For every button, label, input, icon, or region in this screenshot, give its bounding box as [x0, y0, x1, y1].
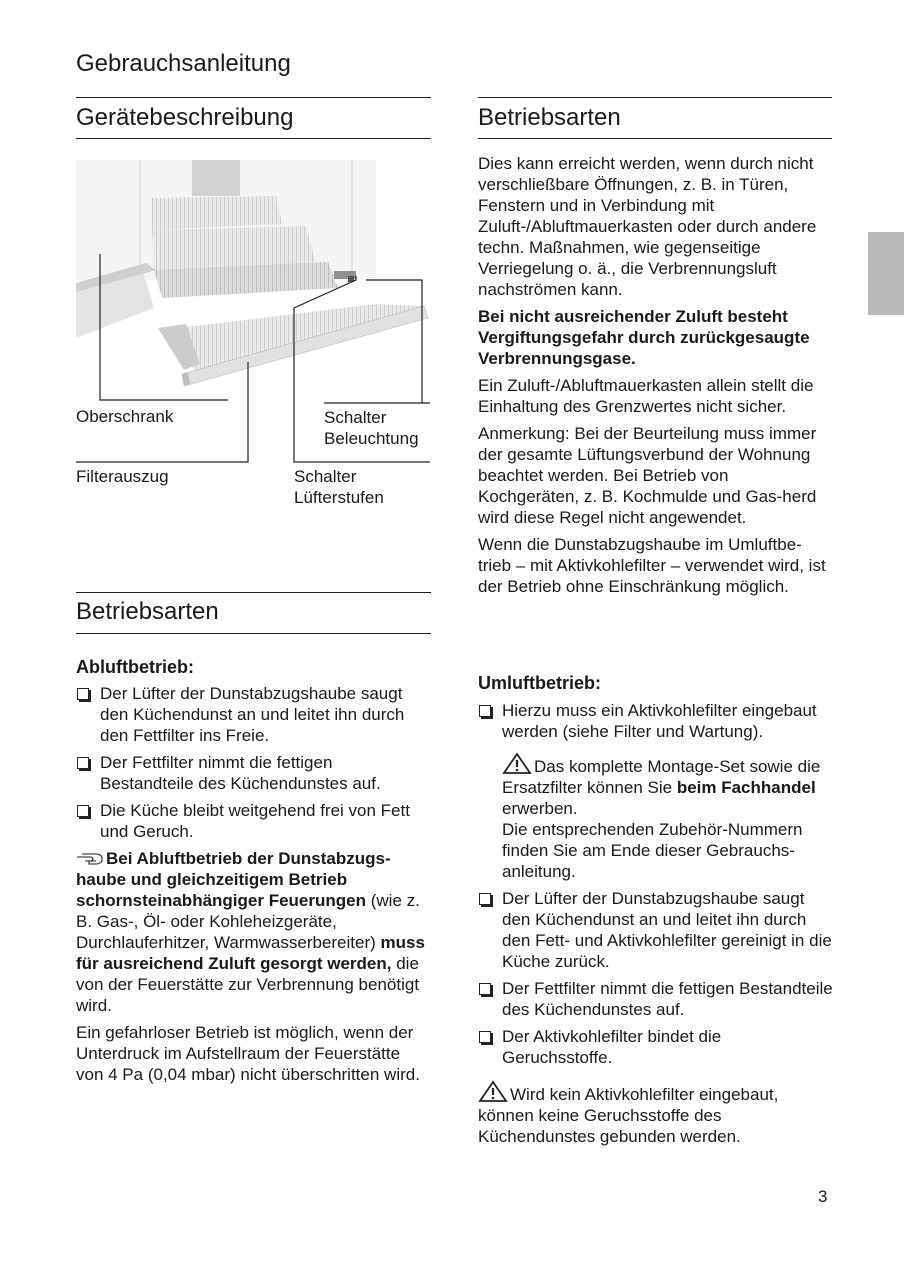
pointing-hand-icon: [76, 852, 104, 866]
list-item: Der Lüfter der Dunstabzugshaube saugt den Küchendunst an und leitet ihn durch den Fett- und Aktivkohlefilter gereinigt in die Küche zurück.: [478, 888, 834, 972]
abluft-content: [76, 683, 426, 1091]
label-schalter-luefterstufen-line2: Lüfterstufen: [294, 488, 384, 507]
list-item: Hierzu muss ein Aktivkohlefilter eingebaut werden (siehe Filter und Wartung).: [478, 700, 834, 742]
label-schalter-beleuchtung-line1: Schalter: [324, 408, 387, 427]
list-item: Die Küche bleibt weitgehend frei von Fett und Geruch.: [76, 800, 426, 842]
section-rule-bottom: [478, 138, 832, 139]
warning-montage-set: Das komplette Montage-Set sowie die Ersatzfilter können Sie beim Fachhandel erwerben. Die entsprechenden Zubehör-Nummern finden Sie am Ende dieser Gebrauchs-anleitung.: [478, 752, 834, 882]
paragraph-anmerkung: Anmerkung: Bei der Beurteilung muss immer der gesamte Lüftungsverbund der Wohnung beachtet werden. Bei Betrieb von Kochgeräten, z. B. Kochmulde und Gas-herd wird diese Regel nicht angewendet.: [478, 424, 817, 527]
right-column-content: [478, 153, 834, 603]
list-item: Der Lüfter der Dunstabzugshaube saugt den Küchendunst an und leitet ihn durch den Fettfilter ins Freie.: [76, 683, 426, 746]
section-rule-bottom: [76, 138, 431, 139]
checkbox-bullet-icon: [479, 983, 491, 995]
section-rule-top: [76, 592, 431, 593]
abluft-list: [76, 683, 426, 842]
checkbox-bullet-icon: [479, 893, 491, 905]
chapter-tab-marker: [868, 232, 904, 315]
label-schalter-luefterstufen-line1: Schalter: [294, 467, 357, 486]
note-abluft-feuerstaette: Bei Abluftbetrieb der Dunstabzugs-haube und gleichzeitigem Betrieb schornsteinabhängiger Feuerungen (wie z. B. Gas-, Öl- oder Kohleheizgeräte, Durchlauferhitzer, Warmwasserbereiter) muss für ausreichend Zuluft gesorgt werden, die von der Feuerstätte zur Verbrennung benötigt wird.: [76, 849, 425, 1015]
section-rule-top: [76, 97, 431, 98]
section-title-geraetebeschreibung: Gerätebeschreibung: [76, 104, 294, 131]
paragraph-unterdruck: Ein gefahrloser Betrieb ist möglich, wenn der Unterdruck im Aufstellraum der Feuerstätte von 4 Pa (0,04 mbar) nicht überschritten wird.: [76, 1023, 420, 1084]
checkbox-bullet-icon: [479, 1031, 491, 1043]
checkbox-bullet-icon: [479, 705, 491, 717]
list-item: Der Fettfilter nimmt die fettigen Bestandteile des Küchendunstes auf.: [76, 752, 426, 794]
list-item: Der Fettfilter nimmt die fettigen Bestandteile des Küchendunstes auf.: [478, 978, 834, 1020]
paragraph-umluft-info: Wenn die Dunstabzugshaube im Umluftbe-trieb – mit Aktivkohlefilter – verwendet wird, ist der Betrieb ohne Einschränkung möglich.: [478, 535, 826, 596]
section-rule-top: [478, 97, 832, 98]
section-rule-bottom: [76, 633, 431, 634]
list-item: Der Aktivkohlefilter bindet die Geruchsstoffe.: [478, 1026, 834, 1068]
label-filterauszug: Filterauszug: [76, 467, 169, 486]
umluft-content: [478, 700, 834, 1147]
umluft-list: [478, 700, 834, 742]
section-title-betriebsarten-left: Betriebsarten: [76, 598, 219, 625]
warning-icon: [502, 752, 532, 774]
label-schalter-beleuchtung-line2: Beleuchtung: [324, 429, 419, 448]
page-number: 3: [818, 1187, 828, 1206]
warning-icon: [478, 1080, 508, 1102]
section-title-betriebsarten-right: Betriebsarten: [478, 104, 621, 131]
checkbox-bullet-icon: [77, 757, 89, 769]
document-title: Gebrauchsanleitung: [76, 50, 291, 77]
paragraph-vergiftungsgefahr: Bei nicht ausreichender Zuluft besteht Vergiftungsgefahr durch zurückgesaugte Verbrennungsgase.: [478, 307, 810, 368]
heading-umluftbetrieb: Umluftbetrieb:: [478, 673, 601, 693]
warning-aktivkohlefilter: Wird kein Aktivkohlefilter eingebaut, können keine Geruchsstoffe des Küchendunstes gebunden werden.: [478, 1080, 834, 1147]
paragraph-mauerkasten: Ein Zuluft-/Abluftmauerkasten allein stellt die Einhaltung des Grenzwertes nicht sicher.: [478, 376, 814, 416]
umluft-list-continued: [478, 888, 834, 1068]
label-oberschrank: Oberschrank: [76, 407, 174, 426]
checkbox-bullet-icon: [77, 688, 89, 700]
heading-abluftbetrieb: Abluftbetrieb:: [76, 657, 194, 677]
paragraph-zuluft: Dies kann erreicht werden, wenn durch nicht verschließbare Öffnungen, z. B. in Türen, Fenstern und in Verbindung mit Zuluft-/Abluftmauerkasten oder durch andere techn. Maßnahmen, wie gegenseitige Verriegelung o. ä., die Verbrennungsluft nachströmen kann.: [478, 154, 817, 299]
checkbox-bullet-icon: [77, 805, 89, 817]
